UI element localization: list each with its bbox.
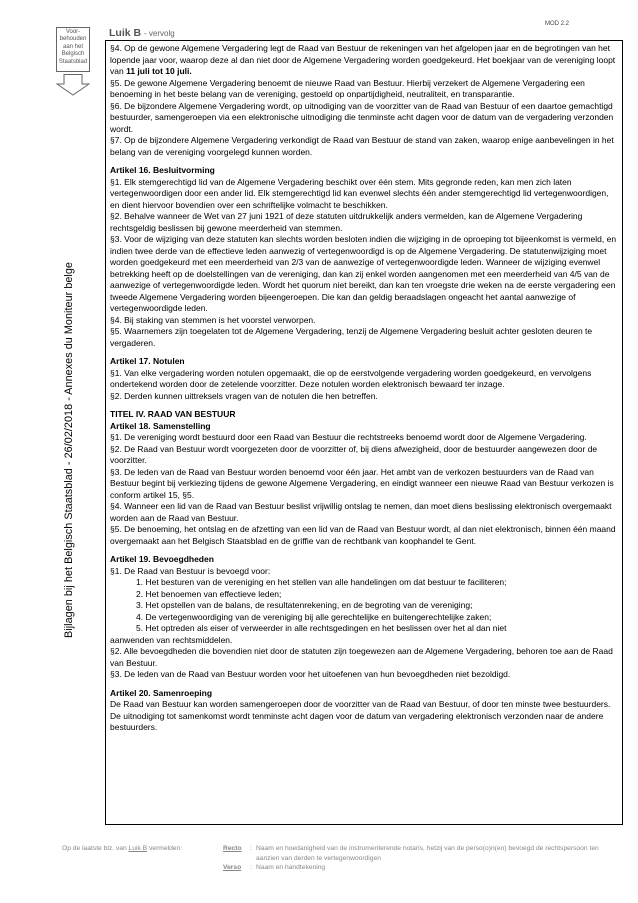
article-heading: Artikel 19. Bevoegdheden bbox=[110, 554, 214, 564]
paragraph: aanwenden van rechtsmiddelen. bbox=[110, 634, 233, 645]
paragraph: §2. De Raad van Bestuur wordt voorgezeten door de voorzitter of, bij diens afwezigheid, door de bestuurder aangewezen door de voorzitter. bbox=[110, 443, 598, 465]
arrow-down-icon bbox=[56, 74, 90, 96]
boekjaar-period: 11 juli tot 10 juli. bbox=[126, 66, 192, 76]
paragraph: §3. Voor de wijziging van deze statuten kan slechts worden besloten indien die wijziging in de oproeping tot bijeenkomst is vermeld, en indien twee derde van de effectieve leden aanwezig of vertegenwoordigd is op de Algemene Vergadering. De statutenwijziging moet worden goedgekeurd met een meerderheid van 2/3 van de aanwezige of vertegenwoordigde leden. Wanneer de wijziging evenwel betrekking heeft op de doelstellingen van de vereniging, dan kan zij enkel worden aangenomen met een meerderheid van 4/5 van de aanwezige of vertegenwoordigde leden. Wordt het quorum niet bereikt, dan kan ten vroegste drie weken na de eerste vergadering een tweede Algemene Vergadering worden bijeengeroepen. Die kan dan geldig beraadslagen ongeacht het aantal aanwezige of vertegenwoordigde leden. bbox=[110, 234, 617, 313]
list-item: 5. Het optreden als eiser of verweerder in alle rechtsgedingen en het beslissen over het al dan niet bbox=[136, 623, 507, 633]
paragraph: §4. Bij staking van stemmen is het voorstel verworpen. bbox=[110, 314, 316, 325]
paragraph: §1. Van elke vergadering worden notulen opgemaakt, die op de eerstvolgende vergadering worden goedgekeurd, en vervolgens ondertekend worden door de zetelende voorzitter. Deze notulen worden elektronisch bewaard ter inzage. bbox=[110, 367, 592, 389]
verso-line: Verso : Naam en handtekening bbox=[223, 863, 623, 873]
paragraph: §2. Behalve wanneer de Wet van 27 juni 1921 of deze statuten uitdrukkelijk anders vermelden, kan de Algemene Vergadering rechtsgeldig beslissen bij gewone meerderheid van stemmen. bbox=[110, 211, 583, 233]
paragraph: §6. De bijzondere Algemene Vergadering wordt, op uitnodiging van de voorzitter van de Raad van Bestuur of een daartoe gemachtigd bestuurder, samengeroepen via een elektronische uitnodiging die tenminste acht dagen voor de datum van de vergadering verzonden wordt. bbox=[110, 100, 614, 134]
article-heading: Artikel 18. Samenstelling bbox=[110, 420, 211, 431]
paragraph: §5. Waarnemers zijn toegelaten tot de Algemene Vergadering, tenzij de Algemene Vergadering besluit achter gesloten deuren te vergaderen. bbox=[110, 326, 593, 348]
list-item: 3. Het opstellen van de balans, de resultatenrekening, en de begroting van de vereniging; bbox=[136, 600, 473, 610]
recto-text: Naam en hoedanigheid van de instrumenterende notaris, hetzij van de perso(o)n(en) bevoegd de rechtspersoon ten aanzien van derden te vertegenwoordigen bbox=[256, 845, 599, 862]
paragraph: §1. Elk stemgerechtigd lid van de Algemene Vergadering beschikt over één stem. Mits gegronde reden, kan men zich laten vertegenwoordigen door een ander lid. Elk stemgerechtigd lid kan evenwel slechts één ander stemgerechtigd lid vertegenwoordigen, en dient hiervoor bovendien over een schriftelijke volmacht te beschikken. bbox=[110, 176, 609, 210]
footer-legend bbox=[223, 844, 623, 873]
document-frame bbox=[105, 40, 623, 825]
paragraph: §7. Op de bijzondere Algemene Vergadering verkondigt de Raad van Bestuur de stand van zaken, waarop enige aanbevelingen in het belang van de vereniging voorgelegd kunnen worden. bbox=[110, 135, 614, 157]
verso-text: Naam en handtekening bbox=[256, 864, 326, 871]
luik-b-link: Luik B bbox=[128, 845, 148, 852]
paragraph: §5. De gewone Algemene Vergadering benoemt de nieuwe Raad van Bestuur. Hierbij verzekert de Algemene Vergadering een benoeming in het beste belang van de vereniging, gestoeld op onpartijdigheid, neutraliteit, en transparantie. bbox=[110, 77, 585, 99]
paragraph: §4. Wanneer een lid van de Raad van Bestuur beslist vrijwillig ontslag te nemen, dan moet diens beslissing elektronisch overgemaakt worden aan de Raad van Bestuur. bbox=[110, 501, 612, 523]
paragraph: §1. De vereniging wordt bestuurd door een Raad van Bestuur die rechtstreeks benoemd wordt door de Algemene Vergadering. bbox=[110, 432, 587, 442]
recto-line: Recto : Naam en hoedanigheid van de instrumenterende notaris, hetzij van de perso(o)n(en) bevoegd de rechtspersoon ten aanzien van derden te vertegenwoordigen bbox=[223, 844, 623, 863]
document-body bbox=[110, 43, 620, 734]
verso-label: Verso bbox=[223, 864, 242, 871]
recto-label: Recto bbox=[223, 845, 242, 852]
publication-sidebar-text: Bijlagen bij het Belgisch Staatsblad - 26/02/2018 - Annexes du Moniteur belge bbox=[63, 262, 75, 638]
list-item: 4. De vertegenwoordiging van de vereniging bij alle gerechtelijke en buitengerechtelijke zaken; bbox=[136, 611, 492, 622]
article-heading: Artikel 20. Samenroeping bbox=[110, 687, 213, 698]
paragraph: §4. Op de gewone Algemene Vergadering legt de Raad van Bestuur de rekeningen van het afgelopen jaar en de begrotingen van het lopende jaar voor, waarop deze al dan niet door de Algemene Vergadering worden goedgekeurd. Het boekjaar van de vereniging loopt van 11 juli tot 10 juli. bbox=[110, 43, 616, 76]
list-item: 1. Het besturen van de vereniging en het stellen van alle handelingen om dat bestuur te faciliteren; bbox=[136, 577, 507, 587]
paragraph: De Raad van Bestuur kan worden samengeroepen door de voorzitter van de Raad van Bestuur, of door ten minste twee bestuurders. De uitnodiging tot samenkomst wordt tenminste acht dagen voor de datum van vergadering elektronisch verzonden naar de andere bestuurders. bbox=[110, 699, 611, 732]
paragraph: §3. De leden van de Raad van Bestuur worden benoemd voor één jaar. Het ambt van de verkozen bestuurders van de Raad van Bestuur begint bij verkiezing tijdens de gewone Algemene Vergadering, en eindigt wanneer een nieuwe Raad van Bestuur verkozen is conform artikel 15, §5. bbox=[110, 466, 614, 500]
paragraph: §3. De leden van de Raad van Bestuur worden voor het uitoefenen van hun bevoegdheden niet bezoldigd. bbox=[110, 669, 511, 679]
paragraph: §2. Alle bevoegdheden die bovendien niet door de statuten zijn toegewezen aan de Algemene Vergadering, behoren toe aan de Raad van Bestuur. bbox=[110, 646, 613, 668]
mod-label: MOD 2.2 bbox=[545, 21, 570, 27]
title-heading: TITEL IV. RAAD VAN BESTUUR bbox=[110, 409, 236, 419]
reserved-box: Voor- behouden aan het Belgisch Staatsblad bbox=[56, 27, 90, 72]
paragraph: §5. De benoeming, het ontslag en de afzetting van een lid van de Raad van Bestuur wordt, al dan niet elektronisch, binnen één maand overgemaakt aan het Belgisch Staatsblad en de griffie van de rechtbank van koophandel te Gent. bbox=[110, 524, 616, 546]
article-heading: Artikel 16. Besluitvorming bbox=[110, 165, 215, 175]
article-heading: Artikel 17. Notulen bbox=[110, 356, 185, 366]
list-item: 2. Het benoemen van effectieve leden; bbox=[136, 588, 282, 599]
paragraph: §2. Derden kunnen uittreksels vragen van de notulen die hen betreffen. bbox=[110, 390, 378, 401]
part-name: Luik B bbox=[109, 27, 142, 39]
footer-note: Op de laatste blz. van Luik B vermelden: bbox=[62, 845, 183, 852]
part-label bbox=[109, 27, 175, 39]
paragraph: §1. De Raad van Bestuur is bevoegd voor: bbox=[110, 565, 271, 576]
part-suffix: - vervolg bbox=[144, 29, 175, 38]
